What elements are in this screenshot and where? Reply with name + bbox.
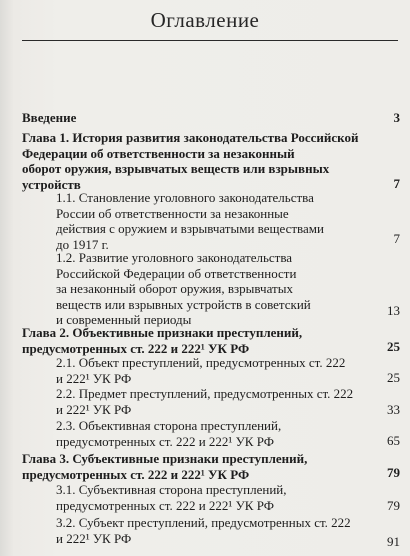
toc-entry-title <box>22 325 400 356</box>
toc-entry-line: и современный периоды <box>56 312 192 328</box>
toc-entry-line: до 1917 г. <box>56 236 109 252</box>
toc-entry-page: 7 <box>393 176 400 191</box>
toc-entry-line: и 222¹ УК РФ <box>56 530 132 546</box>
toc-entry-line: России об ответственности за незаконные <box>56 205 289 221</box>
toc-entry-line: веществ или взрывных устройств в советский <box>56 296 311 312</box>
toc-entry-line: предусмотренных ст. 222 и 222¹ УК РФ <box>56 433 274 449</box>
toc-entry-line: Глава 3. Субъективные признаки преступлений, <box>22 451 308 466</box>
toc-entry-section-1-2 <box>56 250 400 328</box>
toc-entry-line: Российской Федерации об ответственности <box>56 265 297 281</box>
toc-entry-line: Введение <box>22 110 77 125</box>
toc-entry-title <box>56 250 400 328</box>
toc-entry-page: 33 <box>387 402 400 417</box>
toc-entry-line: Глава 1. История развития законодательства Российской <box>22 130 359 145</box>
toc-entry-title <box>56 482 400 513</box>
toc-entry-title <box>56 190 400 252</box>
toc-entry-line: устройств <box>22 176 81 192</box>
toc-entry-page: 25 <box>387 370 400 385</box>
toc-entry-title <box>56 515 400 546</box>
toc-entry-line: 2.3. Объективная сторона преступлений, <box>56 418 282 433</box>
toc-entry-page: 13 <box>387 303 400 318</box>
toc-entry-title <box>22 130 400 192</box>
toc-entry-line: предусмотренных ст. 222 и 222¹ УК РФ <box>22 340 250 356</box>
toc-entry-page: 79 <box>387 498 400 513</box>
toc-entry-page: 3 <box>393 110 400 125</box>
toc-entry-line: Глава 2. Объективные признаки преступлений, <box>22 325 303 340</box>
toc-entry-title <box>22 110 400 126</box>
toc-entry-line: за незаконный оборот оружия, взрывчатых <box>56 281 293 297</box>
toc-entry-title <box>56 418 400 449</box>
toc-entry-line: действия с оружием и взрывчатыми веществами <box>56 221 324 237</box>
toc-entry-title <box>22 451 400 482</box>
toc-entry-section-2-3 <box>56 418 400 449</box>
toc-entry-title <box>56 355 400 386</box>
toc-entry-section-3-2 <box>56 515 400 549</box>
toc-entry-line: 1.2. Развитие уголовного законодательства <box>56 250 293 265</box>
toc-entry-line: Федерации об ответственности за незаконный <box>22 145 295 161</box>
toc-entry-chapter-1 <box>22 130 400 192</box>
toc-entry-section-3-1 <box>56 482 400 513</box>
toc-entry-page: 79 <box>387 465 400 480</box>
toc-entry-section-2-1 <box>56 355 400 386</box>
toc-entry-line: и 222¹ УК РФ <box>56 370 132 386</box>
toc-entry-page: 91 <box>387 534 400 549</box>
title-rule <box>22 40 398 41</box>
toc-entry-page: 7 <box>393 231 400 246</box>
toc-entry-introduction <box>22 110 400 126</box>
toc-entry-chapter-2 <box>22 325 400 356</box>
toc-entry-line: 2.1. Объект преступлений, предусмотренных ст. 222 <box>56 355 346 370</box>
toc-entry-chapter-3 <box>22 451 400 482</box>
toc-entry-line: оборот оружия, взрывчатых веществ или взрывных <box>22 161 330 177</box>
toc-entry-page: 65 <box>387 433 400 448</box>
page-title: Оглавление <box>150 8 260 32</box>
toc-entry-title <box>56 386 400 417</box>
toc-entry-line: 1.1. Становление уголовного законодательства <box>56 190 314 205</box>
toc-entry-section-2-2 <box>56 386 400 417</box>
toc-entry-line: и 222¹ УК РФ <box>56 401 132 417</box>
toc-entry-section-1-1 <box>56 190 400 252</box>
toc-entry-line: предусмотренных ст. 222 и 222¹ УК РФ <box>56 497 274 513</box>
toc-entry-page: 25 <box>387 339 400 354</box>
toc-entry-line: предусмотренных ст. 222 и 222¹ УК РФ <box>22 466 250 482</box>
toc-entry-line: 3.2. Субъект преступлений, предусмотренных ст. 222 <box>56 515 351 530</box>
toc-entry-line: 3.1. Субъективная сторона преступлений, <box>56 482 287 497</box>
toc-entry-line: 2.2. Предмет преступлений, предусмотренных ст. 222 <box>56 386 354 401</box>
